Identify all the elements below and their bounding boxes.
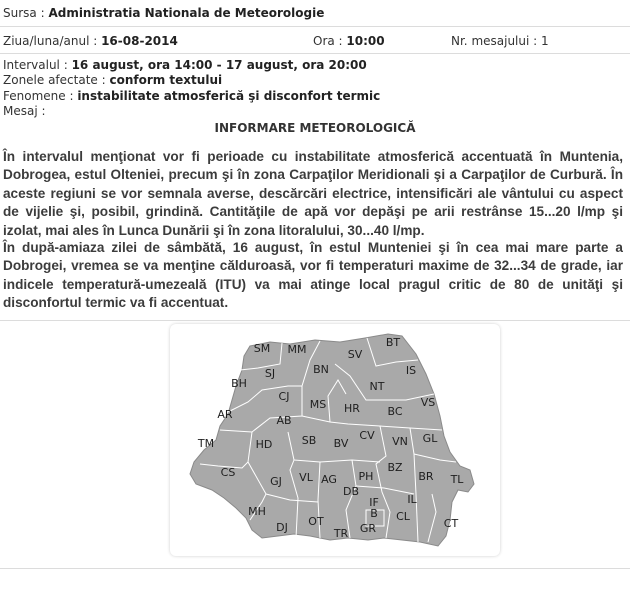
county-label-ag: AG xyxy=(321,473,337,486)
hour-value: 10:00 xyxy=(346,34,385,48)
date-label: Ziua/luna/anul : xyxy=(3,34,102,48)
county-label-tr: TR xyxy=(333,527,349,540)
date-value: 16-08-2014 xyxy=(101,34,178,48)
romania-map-svg xyxy=(170,324,500,556)
county-label-gr: GR xyxy=(359,522,377,535)
county-label-sb: SB xyxy=(301,434,317,447)
bulletin-paragraph-1: În intervalul menţionat vor fi perioade cu instabilitate atmosferică accentuată în Muntenia, Dobrogea, estul Olteniei, precum şi în zona Carpaţilor Meridionali şi a Carpaţilor de Curbură. În aceste regiuni se vor semnala averse, descărcări electrice, intensificări ale vântului cu aspect de vijelie şi, posibil, grindină. Cantităţile de apă vor depăşi pe arii restrânse 15...20 l/mp şi izolat, mai ales în Lunca Dunării şi în zona litoralului, 30...40 l/mp. xyxy=(3,149,623,238)
county-label-hr: HR xyxy=(344,402,360,415)
date-field xyxy=(3,34,178,48)
county-label-bz: BZ xyxy=(387,461,403,474)
county-label-is: IS xyxy=(405,364,417,377)
county-label-tm: TM xyxy=(197,437,215,450)
bottom-divider xyxy=(0,568,630,569)
county-label-sm: SM xyxy=(253,342,271,355)
county-label-bv: BV xyxy=(333,437,349,450)
county-label-il: IL xyxy=(407,493,417,506)
county-label-ab: AB xyxy=(276,414,292,427)
county-label-cj: CJ xyxy=(278,390,290,403)
zones-field xyxy=(3,73,222,87)
county-label-db: DB xyxy=(342,485,360,498)
romania-map xyxy=(170,324,500,556)
zones-label: Zonele afectate : xyxy=(3,73,110,87)
source-value: Administratia Nationala de Meteorologie xyxy=(48,6,325,20)
source-label: Sursa : xyxy=(3,6,49,20)
county-label-ms: MS xyxy=(309,398,327,411)
bulletin-paragraph-2: În după-amiaza zilei de sâmbătă, 16 august, în estul Munteniei şi în cea mai mare parte a Dobrogei, vremea se va menţine călduroasă, vor fi temperaturi maxime de 32...34 de grade, iar indicele temperatură-umezeală (ITU) va mai atinge local pragul critic de 80 de unităţi şi disconfortul termic va fi accentuat. xyxy=(3,240,623,311)
county-label-tl: TL xyxy=(450,473,464,486)
county-label-gj: GJ xyxy=(270,475,282,488)
source-field xyxy=(3,6,324,20)
zones-value: conform textului xyxy=(109,73,223,87)
message-label: Mesaj : xyxy=(3,104,46,118)
bulletin-title: INFORMARE METEOROLOGICĂ xyxy=(214,121,416,135)
phenomena-label: Fenomene : xyxy=(3,89,78,103)
interval-value: 16 august, ora 14:00 - 17 august, ora 20:00 xyxy=(71,58,367,72)
hour-field xyxy=(313,34,385,48)
county-label-mh: MH xyxy=(248,505,266,518)
county-label-sv: SV xyxy=(347,348,363,361)
county-label-cs: CS xyxy=(220,466,236,479)
county-label-ar: AR xyxy=(217,408,233,421)
phenomena-field xyxy=(3,89,380,103)
county-label-gl: GL xyxy=(422,432,438,445)
message-number: Nr. mesajului : 1 xyxy=(451,34,549,48)
county-label-dj: DJ xyxy=(276,521,288,534)
source-row xyxy=(0,0,630,27)
county-label-vs: VS xyxy=(420,396,436,409)
phenomena-value: instabilitate atmosferică şi disconfort termic xyxy=(77,89,381,103)
county-label-vn: VN xyxy=(392,435,408,448)
county-label-ph: PH xyxy=(358,470,374,483)
county-label-cv: CV xyxy=(359,429,375,442)
county-label-bh: BH xyxy=(231,377,247,390)
hour-label: Ora : xyxy=(313,34,347,48)
county-label-ot: OT xyxy=(308,515,324,528)
county-label-nt: NT xyxy=(369,380,385,393)
county-label-b: B xyxy=(370,507,378,520)
interval-field xyxy=(3,58,367,72)
interval-label: Intervalul : xyxy=(3,58,72,72)
county-label-if: IF xyxy=(369,496,379,509)
county-label-cl: CL xyxy=(396,510,410,523)
county-label-sj: SJ xyxy=(264,367,276,380)
county-label-hd: HD xyxy=(255,438,273,451)
county-label-bn: BN xyxy=(313,363,329,376)
county-label-vl: VL xyxy=(299,471,313,484)
county-label-bc: BC xyxy=(387,405,403,418)
county-label-br: BR xyxy=(418,470,434,483)
county-label-ct: CT xyxy=(443,517,459,530)
county-label-mm: MM xyxy=(287,343,307,356)
county-label-bt: BT xyxy=(385,336,401,349)
date-row xyxy=(0,27,630,54)
